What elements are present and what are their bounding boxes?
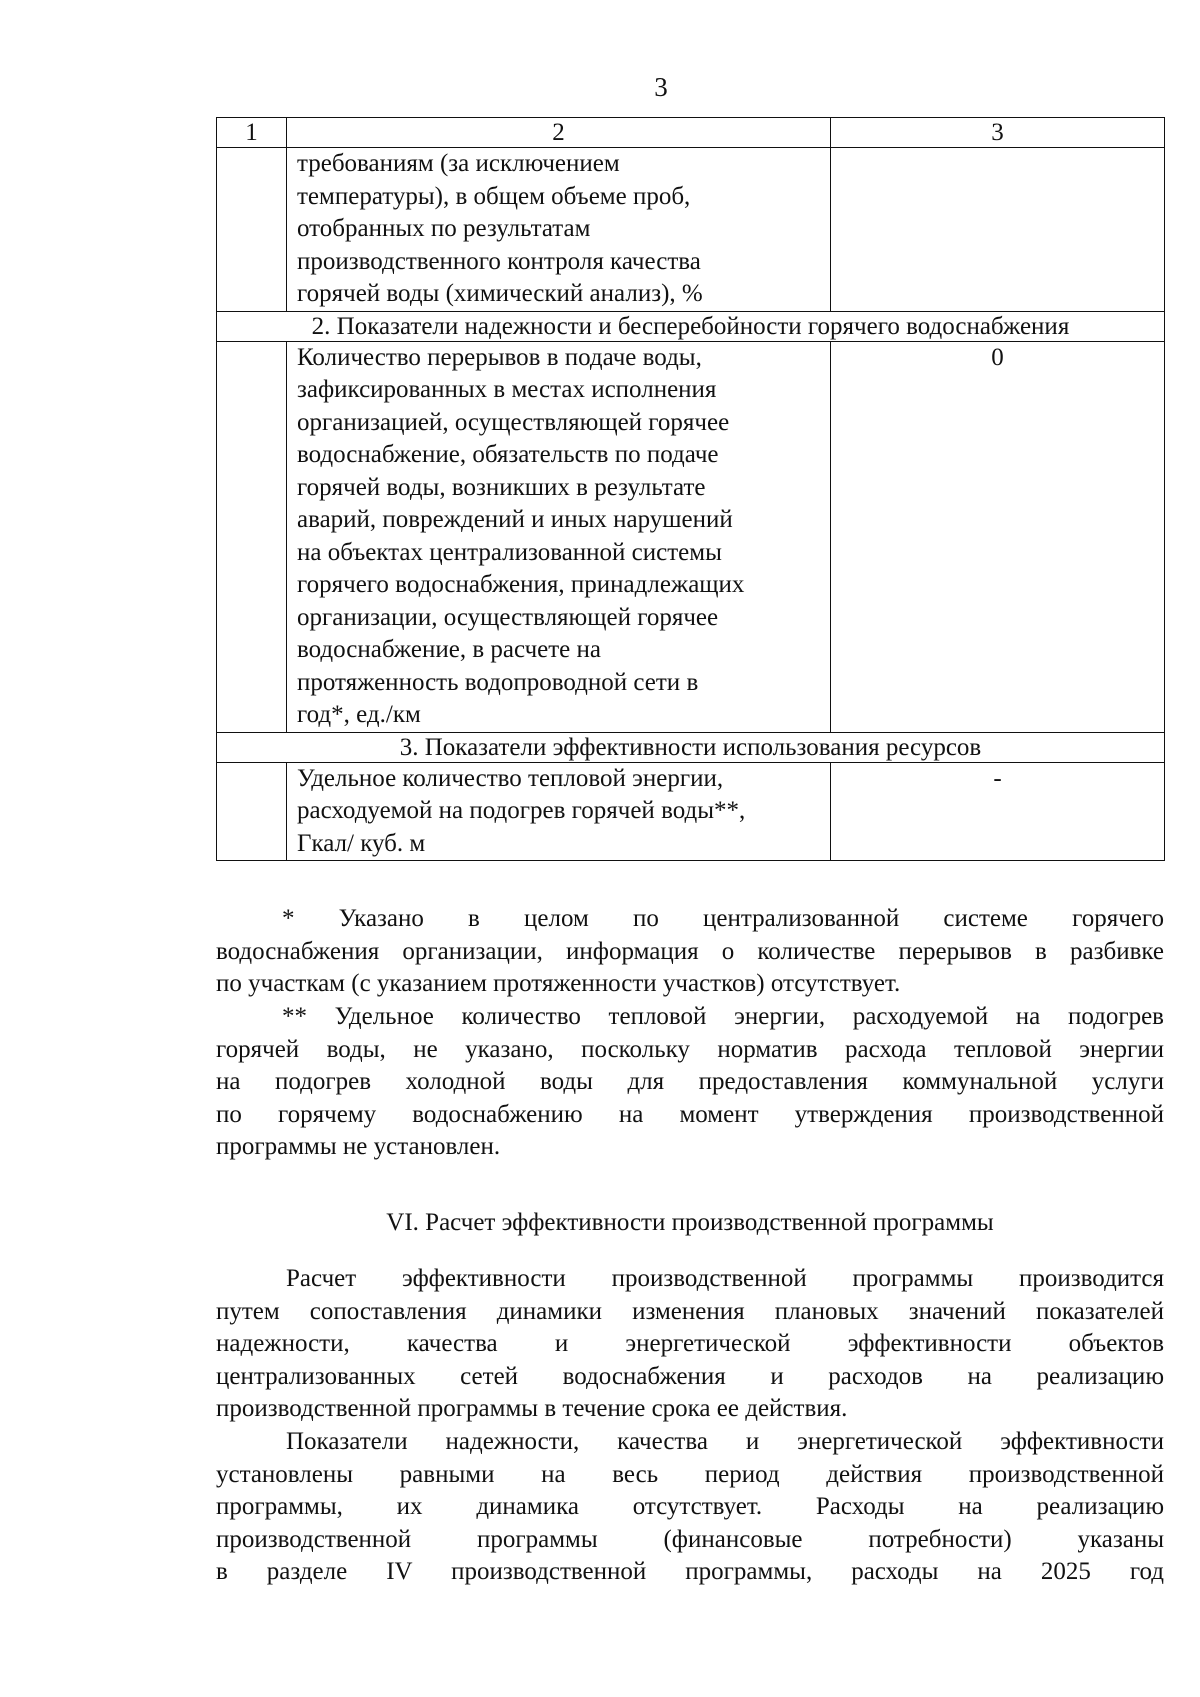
- page-number: 3: [654, 72, 668, 102]
- indicator-line: год*, ед./км: [297, 701, 421, 728]
- indicator-value-cell: 0: [831, 341, 1165, 732]
- indicator-value-cell: [831, 148, 1165, 312]
- indicator-line: Количество перерывов в подаче воды,: [297, 343, 702, 371]
- section-row-efficiency: [217, 732, 1165, 762]
- section-title-reliability: 2. Показатели надежности и бесперебойности горячего водоснабжения: [217, 311, 1165, 341]
- indicator-name-cell: [287, 762, 831, 861]
- paragraph-1: [216, 1263, 1164, 1426]
- indicator-line: отобранных по результатам: [297, 215, 591, 242]
- footnote-line: по горячему водоснабжению на момент утверждения производственной: [216, 1100, 1164, 1128]
- table-row-quality: [217, 148, 1165, 312]
- indicator-line: требованиям (за исключением: [297, 150, 620, 177]
- indicator-name-cell: [287, 341, 831, 732]
- indicators-table: [216, 117, 1165, 861]
- paragraph-line: надежности, качества и энергетической эффективности объектов: [216, 1330, 1164, 1357]
- indicator-line: температуры), в общем объеме проб,: [297, 182, 691, 210]
- indicator-line: водоснабжение, обязательств по подаче: [297, 441, 719, 468]
- header-col-3: 3: [831, 118, 1165, 148]
- paragraph-line: в разделе IV производственной программы, расходы на 2025 год: [216, 1558, 1164, 1585]
- footnote-line: водоснабжения организации, информация о количестве перерывов в разбивке: [216, 937, 1164, 965]
- indicator-line: горячей воды (химический анализ), %: [297, 280, 703, 307]
- footnote-line: программы не установлен.: [216, 1133, 501, 1160]
- paragraph-line: централизованных сетей водоснабжения и расходов на реализацию: [216, 1362, 1164, 1390]
- indicator-line: горячего водоснабжения, принадлежащих: [297, 571, 745, 598]
- indicator-line: организацией, осуществляющей горячее: [297, 408, 730, 436]
- paragraph-line: установлены равными на весь период действия производственной: [216, 1460, 1164, 1488]
- indicator-line: горячей воды, возникших в результате: [297, 473, 706, 501]
- footnote-2: [216, 1001, 1164, 1164]
- indicator-line: зафиксированных в местах исполнения: [297, 376, 717, 403]
- section-title-efficiency: 3. Показатели эффективности использования ресурсов: [217, 732, 1165, 762]
- footnote-line: * Указано в целом по централизованной системе горячего: [282, 905, 1164, 932]
- indicator-line: протяженность водопроводной сети в: [297, 668, 699, 696]
- paragraph-line: производственной программы в течение срока ее действия.: [216, 1395, 848, 1422]
- paragraph-line: программы, их динамика отсутствует. Расходы на реализацию: [216, 1493, 1164, 1520]
- section-heading: VI. Расчет эффективности производственной программы: [386, 1209, 994, 1236]
- paragraph-line: Показатели надежности, качества и энергетической эффективности: [286, 1428, 1164, 1455]
- indicator-name-cell: [287, 148, 831, 312]
- indicator-line: Удельное количество тепловой энергии,: [297, 764, 724, 792]
- indicator-line: организации, осуществляющей горячее: [297, 603, 719, 631]
- indicator-value-cell: -: [831, 762, 1165, 861]
- table-header-row: [217, 118, 1165, 148]
- table-row-reliability: [217, 341, 1165, 732]
- footnote-line: ** Удельное количество тепловой энергии, расходуемой на подогрев: [282, 1003, 1164, 1030]
- indicator-line: Гкал/ куб. м: [297, 829, 426, 857]
- row-number-cell: [217, 148, 287, 312]
- paragraph-2: [216, 1426, 1164, 1589]
- footnote-1: [216, 903, 1164, 1001]
- table-row-efficiency: [217, 762, 1165, 861]
- footnote-line: горячей воды, не указано, поскольку норматив расхода тепловой энергии: [216, 1035, 1164, 1063]
- indicator-line: производственного контроля качества: [297, 247, 701, 275]
- indicator-line: расходуемой на подогрев горячей воды**,: [297, 797, 746, 824]
- row-number-cell: [217, 341, 287, 732]
- paragraph-line: производственной программы (финансовые потребности) указаны: [216, 1525, 1164, 1553]
- footnote-line: на подогрев холодной воды для предоставления коммунальной услуги: [216, 1068, 1164, 1095]
- footnote-line: по участкам (с указанием протяженности участков) отсутствует.: [216, 970, 901, 997]
- paragraph-line: путем сопоставления динамики изменения плановых значений показателей: [216, 1297, 1164, 1325]
- header-col-1: 1: [217, 118, 287, 148]
- row-number-cell: [217, 762, 287, 861]
- header-col-2: 2: [287, 118, 831, 148]
- paragraph-line: Расчет эффективности производственной программы производится: [286, 1265, 1164, 1292]
- section-row-reliability: [217, 311, 1165, 341]
- indicator-line: водоснабжение, в расчете на: [297, 636, 601, 663]
- indicator-line: на объектах централизованной системы: [297, 538, 722, 566]
- indicator-line: аварий, повреждений и иных нарушений: [297, 506, 733, 533]
